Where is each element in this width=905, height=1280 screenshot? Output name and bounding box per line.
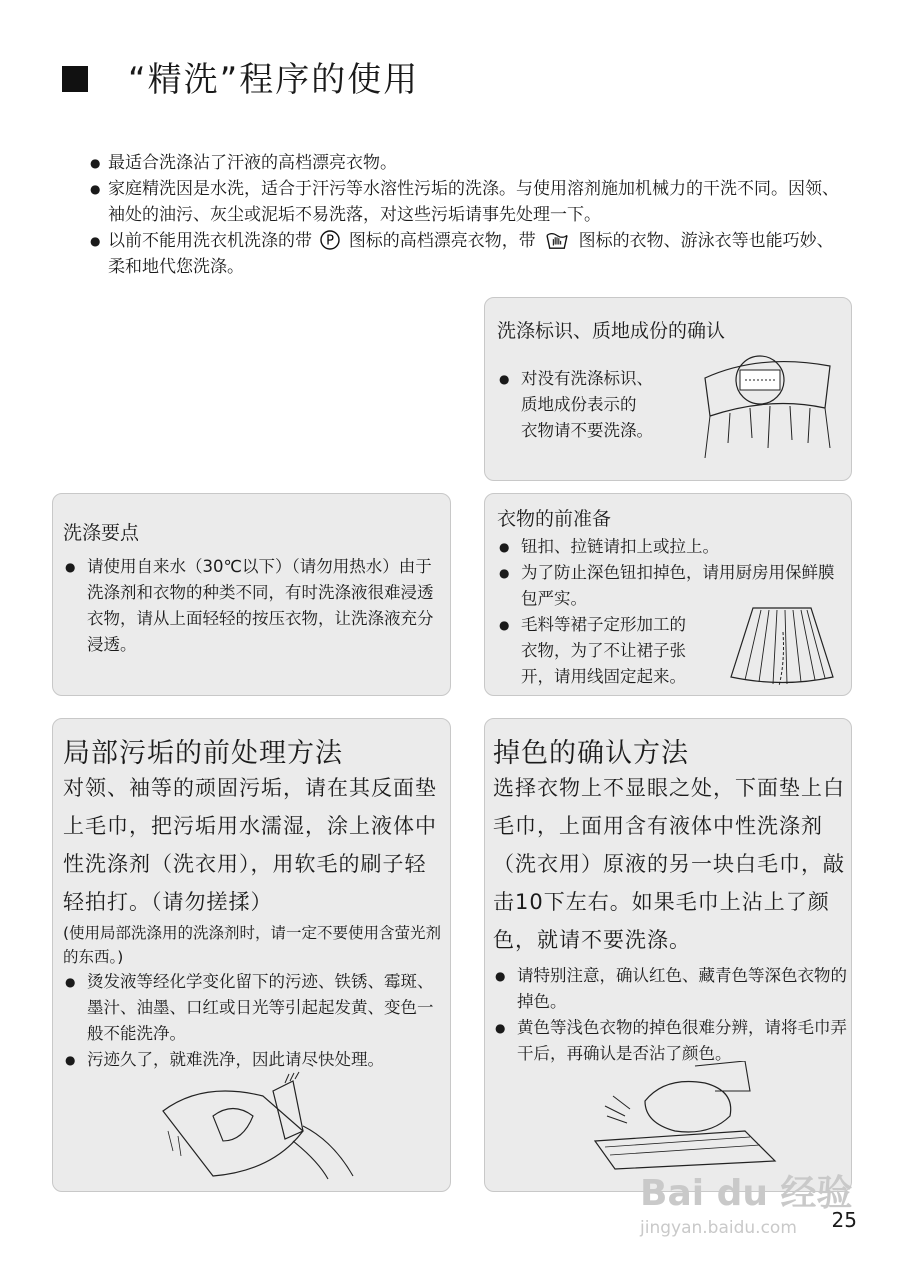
box-title: 局部污垢的前处理方法: [63, 738, 343, 769]
p-circle-icon: [320, 230, 340, 250]
prep-box: [484, 493, 852, 696]
intro-item: ● 以前不能用洗衣机洗涤的带 P 图标的高档漂亮衣物，带 图标的衣物、游泳衣等也能巧妙、柔和地代您洗涤。: [90, 228, 850, 280]
bullet: ● 毛料等裙子定形加工的 衣物，为了不让裙子张 开，请用线固定起来。: [497, 612, 721, 690]
intro-item: ● 家庭精洗因是水洗，适合于汗污等水溶性污垢的洗涤。与使用溶剂施加机械力的干洗不同。因领、袖处的油污、灰尘或泥垢不易洗落，对这些污垢请事先处理一下。: [90, 176, 850, 228]
brush-stain-illustration: [153, 1071, 373, 1181]
label-check-box: [484, 297, 852, 481]
bullet: ● 请使用自来水（30℃以下）（请勿用热水）由于洗涤剂和衣物的种类不同，有时洗涤液很难浸透衣物，请从上面轻轻的按压衣物，让洗涤液充分浸透。: [63, 554, 441, 658]
watermark-url: jingyan.baidu.com: [640, 1218, 797, 1238]
main-text: 选择衣物上不显眼之处，下面垫上白毛巾，上面用含有液体中性洗涤剂（洗衣用）原液的另一块白毛巾，敲击10下左右。如果毛巾上沾上了颜色，就请不要洗涤。: [493, 776, 845, 952]
garment-tag-illustration: [690, 348, 840, 468]
stain-treatment-box: [52, 718, 451, 1192]
bullet: ● 请特别注意，确认红色、藏青色等深色衣物的掉色。: [493, 963, 849, 1015]
intro-item: ● 最适合洗涤沾了汗液的高档漂亮衣物。: [90, 150, 850, 176]
page-title: “精洗”程序的使用: [62, 52, 419, 101]
svg-text:P: P: [326, 233, 335, 249]
towel-tapping-illustration: [585, 1061, 785, 1171]
bullet: ● 为了防止深色钮扣掉色，请用厨房用保鲜膜包严实。: [497, 560, 845, 612]
wash-points-box: [52, 493, 451, 696]
bullet: ● 对没有洗涤标识、 质地成份表示的 衣物请不要洗涤。: [497, 366, 687, 444]
square-bullet-icon: [62, 66, 88, 92]
page-number: 25: [831, 1208, 857, 1232]
note-text: (使用局部洗涤用的洗涤剂时，请一定不要使用含萤光剂的东西。): [63, 924, 442, 966]
skirt-illustration: [723, 602, 843, 690]
box-title: 衣物的前准备: [497, 508, 612, 530]
intro-list: [90, 150, 850, 280]
box-title: 洗涤要点: [63, 522, 140, 544]
color-check-box: [484, 718, 852, 1192]
bullet: ● 钮扣、拉链请扣上或拉上。: [497, 534, 845, 560]
bullet: ● 烫发液等经化学变化留下的污迹、铁锈、霉斑、墨汁、油墨、口红或日光等引起起发黄、变色一般不能洗净。: [63, 969, 447, 1047]
bullet: ● 黄色等浅色衣物的掉色很难分辨，请将毛巾弄干后，再确认是否沾了颜色。: [493, 1015, 849, 1067]
box-title: 掉色的确认方法: [493, 738, 689, 769]
watermark: Bai du 经验: [640, 1173, 853, 1214]
box-title: 洗涤标识、质地成份的确认: [497, 320, 726, 342]
bullet: ● 污迹久了，就难洗净，因此请尽快处理。: [63, 1047, 447, 1073]
hand-wash-icon: [544, 230, 570, 250]
main-text: 对领、袖等的顽固污垢，请在其反面垫上毛巾，把污垢用水濡湿，涂上液体中性洗涤剂（洗衣用），用软毛的刷子轻轻拍打。（请勿搓揉）: [63, 776, 437, 914]
